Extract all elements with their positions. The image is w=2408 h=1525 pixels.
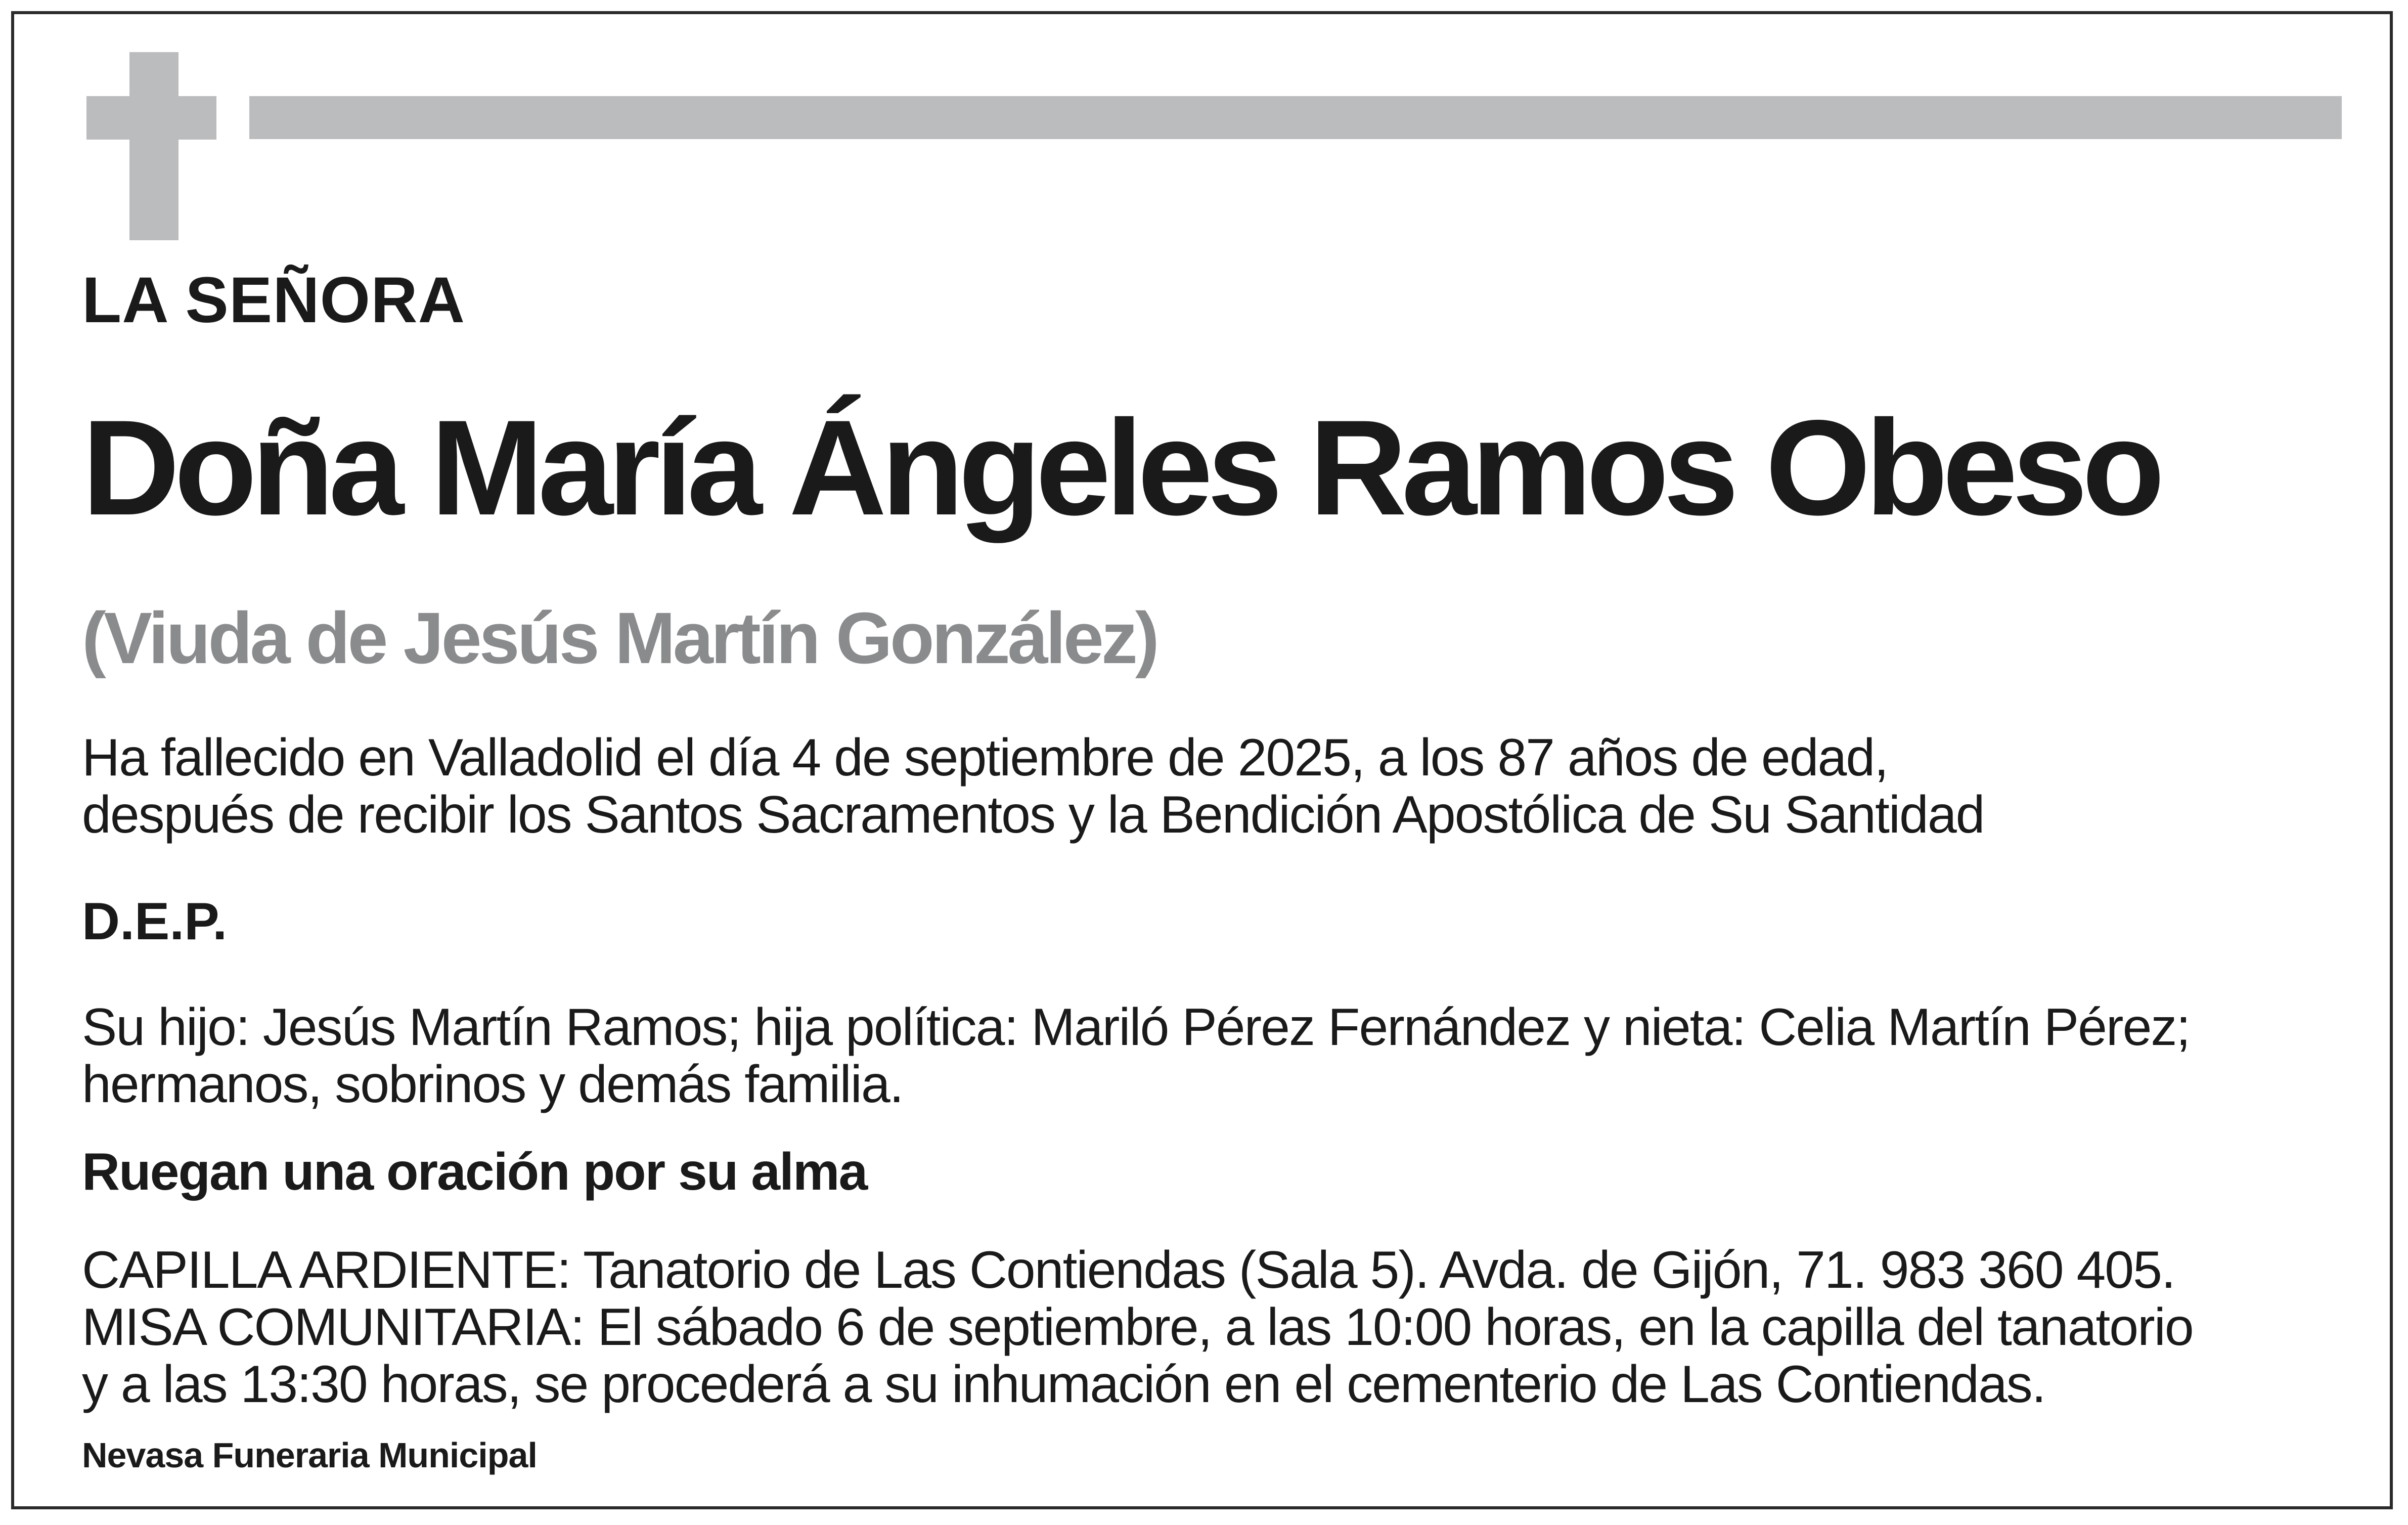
service-details — [82, 1242, 2193, 1413]
funeral-home: Nevasa Funeraria Municipal — [82, 1435, 537, 1475]
header-rule — [249, 96, 2342, 139]
announcement-line: Ha fallecido en Valladolid el día 4 de septiembre de 2025, a los 87 años de edad, — [82, 728, 1888, 787]
family-line: hermanos, sobrinos y demás familia. — [82, 1055, 903, 1114]
cross-vertical-bar — [129, 52, 179, 240]
widow-note: (Viuda de Jesús Martín González) — [82, 597, 1157, 679]
cross-horizontal-bar — [86, 96, 216, 140]
honorific: LA SEÑORA — [82, 264, 466, 336]
service-line: MISA COMUNITARIA: El sábado 6 de septiembre, a las 10:00 horas, en la capilla del tanatorio — [82, 1298, 2193, 1357]
family-list — [82, 999, 2190, 1113]
service-line: y a las 13:30 horas, se procederá a su inhumación en el cementerio de Las Contiendas. — [82, 1355, 2045, 1414]
death-announcement — [82, 729, 1984, 844]
prayer-request: Ruegan una oración por su alma — [82, 1143, 867, 1201]
deceased-name: Doña María Ángeles Ramos Obeso — [82, 391, 2160, 543]
dep-abbreviation: D.E.P. — [82, 892, 228, 951]
family-line: Su hijo: Jesús Martín Ramos; hija política: Mariló Pérez Fernández y nieta: Celia Martín Pérez; — [82, 998, 2190, 1057]
announcement-line: después de recibir los Santos Sacramentos y la Bendición Apostólica de Su Santidad — [82, 786, 1984, 844]
service-line: CAPILLA ARDIENTE: Tanatorio de Las Contiendas (Sala 5). Avda. de Gijón, 71. 983 360 405. — [82, 1241, 2175, 1299]
